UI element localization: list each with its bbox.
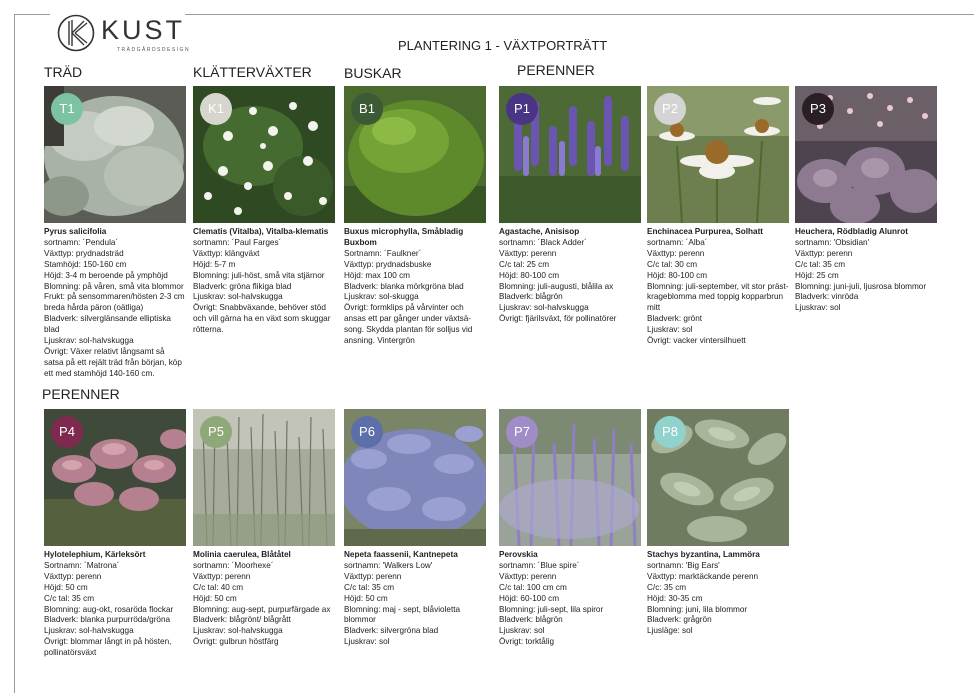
plant-photo <box>344 409 486 546</box>
plant-card-p8 <box>647 409 789 637</box>
plant-photo <box>647 86 789 223</box>
plant-info: Buxus microphylla, Småbladig Buxbom Sortnamn: ´Faulkner´ Växttyp: prydnadsbuske Höjd: max 100 cm Bladverk: blanka mörkgröna blad Ljuskrav: sol-skugga Övrigt: formklips på vårvinter och ansas ett par gånger under växtsä-song. Skydda plantan för solljus vid ansning. Vintergrön <box>344 227 486 347</box>
section-shrubs: BUSKAR <box>344 65 402 81</box>
plant-info: Hylotelephium, Kärleksört Sortnamn: ´Matrona´ Växttyp: perenn Höjd: 50 cm C/c tal: 35 cm Blomning: aug-okt, rosaröda flockar Bladverk: blanka purpurröda/gröna Ljuskrav: sol-halvskugga Övrigt: blommar långt in på hösten, pollinatörsväxt <box>44 550 186 659</box>
plant-badge-p8: P8 <box>654 416 686 448</box>
plant-name: Agastache, Anisisop <box>499 227 580 236</box>
section-climbers: KLÄTTERVÄXTER <box>193 64 312 80</box>
plant-name: Perovskia <box>499 550 538 559</box>
plant-name: Hylotelephium, Kärleksört <box>44 550 146 559</box>
plant-badge-p6: P6 <box>351 416 383 448</box>
plant-badge-p3: P3 <box>802 93 834 125</box>
plant-card-p5 <box>193 409 335 648</box>
plant-card-t1 <box>44 86 186 380</box>
plant-info: Pyrus salicifolia sortnamn: ´Pendula´ Växttyp: prydnadsträd Stamhöjd: 150-160 cm Höjd: 3-4 m beroende på ymphöjd Blomning: på våren, små vita blommor Frukt: på sensommaren/hösten 2-3 cm breda hårda päron (oätliga) Bladverk: silverglänsande elliptiska blad Ljuskrav: sol-halvskugga Övrigt: Växer relativt långsamt så satsa på ett rejält träd från början, köp ett med stamhöjd 140-160 cm. <box>44 227 185 378</box>
plant-photo <box>795 86 937 223</box>
plant-badge-p1: P1 <box>506 93 538 125</box>
page-title: PLANTERING 1 - VÄXTPORTRÄTT <box>398 38 608 53</box>
plant-photo <box>44 409 186 546</box>
plant-info: Clematis (Vitalba), Vitalba-klematis sortnamn: ´Paul Farges´ Växttyp: klängväxt Höjd: 5-7 m Blomning: juli-höst, små vita stjärnor Bladverk: gröna flikiga blad Ljuskrav: sol-halvskugga Övrigt: Snabbväxande, behöver stöd och vill gärna ha en växt som skuggar rötterna. <box>193 227 335 336</box>
logo-mark-icon <box>57 14 95 52</box>
plant-photo <box>193 409 335 546</box>
brand-logo <box>57 14 191 56</box>
plant-badge-t1: T1 <box>51 93 83 125</box>
plant-info: Perovskia sortnamn: ´Blue spire´ Växttyp: perenn C/c tal: 100 cm cm Höjd: 60-100 cm Blomning: juli-sept, lila spiror Bladverk: blågrön Ljuskrav: sol Övrigt: torktålig <box>499 550 641 648</box>
plant-card-p6 <box>344 409 486 648</box>
plant-photo <box>647 409 789 546</box>
plant-info: Enchinacea Purpurea, Solhatt sortnamn: ´Alba´ Växttyp: perenn C/c tal: 30 cm Höjd: 80-100 cm Blomning: juli-september, vit stor präst-krageblomma med toppig kopparbrun mitt Bladverk: grönt Ljuskrav: sol Övrigt: vacker vintersilhuett <box>647 227 789 346</box>
section-perennials-top: PERENNER <box>517 62 595 78</box>
plant-card-p7 <box>499 409 641 648</box>
plant-card-p2 <box>647 86 789 347</box>
plant-card-p4 <box>44 409 186 659</box>
plant-name: Clematis (Vitalba), Vitalba-klematis <box>193 227 329 236</box>
plant-info: Agastache, Anisisop sortnamn: ´Black Adder´ Växttyp: perenn C/c tal: 25 cm Höjd: 80-100 cm Blomning: juli-augusti, blålila ax Bladverk: blågrön Ljuskrav: sol-halvskugga Övrigt: fjärilsväxt, för pollinatörer <box>499 227 641 325</box>
plant-badge-p7: P7 <box>506 416 538 448</box>
plant-badge-b1: B1 <box>351 93 383 125</box>
plant-card-p3 <box>795 86 937 314</box>
plant-info: Heuchera, Rödbladig Alunrot sortnamn: 'Obsidian' Växttyp: perenn C/c tal: 35 cm Höjd: 25 cm Blomning: juni-juli, ljusrosa blommor Bladverk: vinröda Ljuskrav: sol <box>795 227 937 314</box>
plant-name: Stachys byzantina, Lammöra <box>647 550 760 559</box>
plant-photo <box>44 86 186 223</box>
plant-photo <box>499 86 641 223</box>
plant-info: Stachys byzantina, Lammöra sortnamn: 'Big Ears' Växttyp: marktäckande perenn C/c: 35 cm Höjd: 30-35 cm Blomning: juni, lila blommor Bladverk: grågrön Ljusläge: sol <box>647 550 789 637</box>
plant-badge-p4: P4 <box>51 416 83 448</box>
plant-badge-p5: P5 <box>200 416 232 448</box>
plant-badge-k1: K1 <box>200 93 232 125</box>
section-trees: TRÄD <box>44 64 83 80</box>
plant-card-k1 <box>193 86 335 336</box>
plant-info: Molinia caerulea, Blåtåtel sortnamn: ´Moorhexe´ Växttyp: perenn C/c tal: 40 cm Höjd: 50 cm Blomning: aug-sept, purpurfärgade ax Bladverk: blågrönt/ blågrått Ljuskrav: sol-halvskugga Övrigt: gulbrun höstfärg <box>193 550 335 648</box>
plant-photo <box>344 86 486 223</box>
plant-name: Buxus microphylla, Småbladig Buxbom <box>344 227 464 247</box>
plant-name: Pyrus salicifolia <box>44 227 107 236</box>
plant-badge-p2: P2 <box>654 93 686 125</box>
plant-photo <box>193 86 335 223</box>
plant-name: Molinia caerulea, Blåtåtel <box>193 550 291 559</box>
brand-name: KUST <box>101 15 186 45</box>
plant-name: Heuchera, Rödbladig Alunrot <box>795 227 908 236</box>
plant-name: Nepeta faassenii, Kantnepeta <box>344 550 458 559</box>
section-perennials-bottom: PERENNER <box>42 386 120 402</box>
plant-photo <box>499 409 641 546</box>
plant-card-p1 <box>499 86 641 325</box>
plant-info: Nepeta faassenii, Kantnepeta sortnamn: 'Walkers Low' Växttyp: perenn C/c tal: 35 cm Höjd: 50 cm Blomning: maj - sept, blåvioletta blommor Bladverk: silvergröna blad Ljuskrav: sol <box>344 550 486 648</box>
brand-tagline: TRÄDGÅRDSDESIGN <box>117 47 191 53</box>
plant-name: Enchinacea Purpurea, Solhatt <box>647 227 764 236</box>
plant-card-b1 <box>344 86 486 347</box>
